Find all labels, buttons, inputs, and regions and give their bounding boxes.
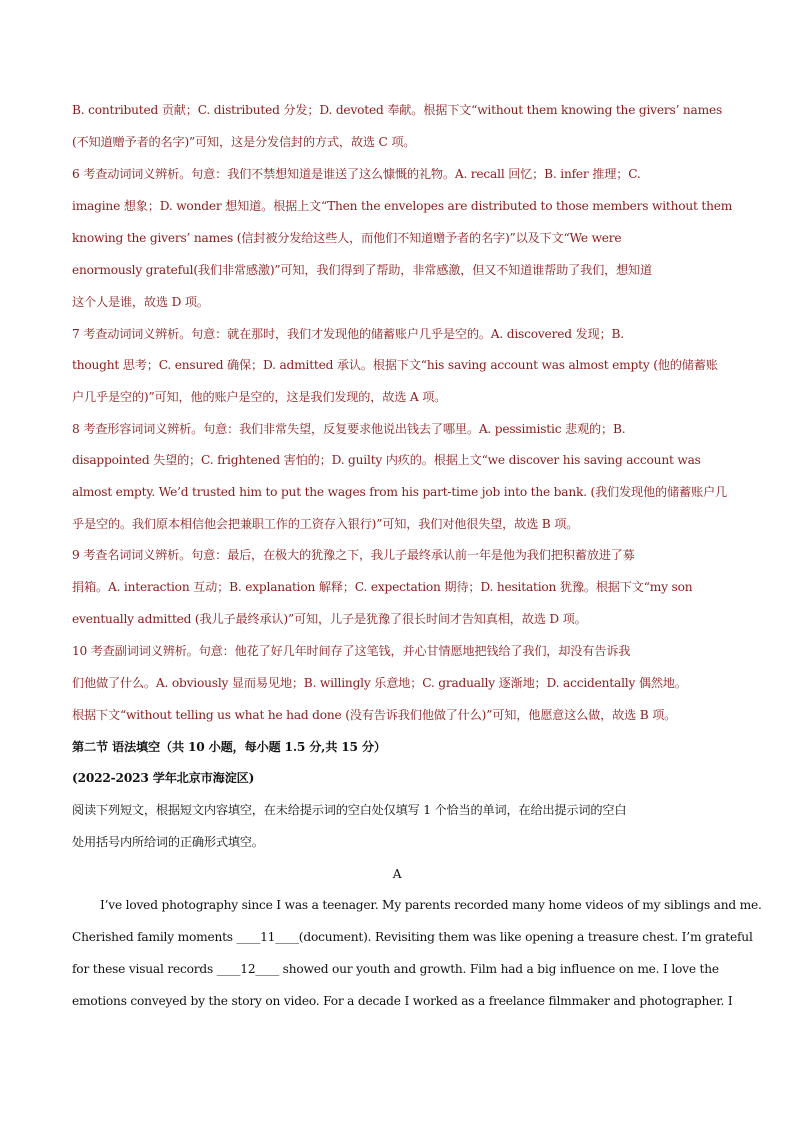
explanation-line: disappointed 失望的；C. frightened 害怕的；D. guilty 内疚的。根据上文“we discover his saving account was: [72, 453, 701, 467]
explanation-line: imagine 想象；D. wonder 想知道。根据上文“Then the envelopes are distributed to those members without them: [72, 199, 733, 213]
explanation-line: 们他做了什么。A. obviously 显而易见地；B. willingly 乐意地；C. gradually 逐渐地；D. accidentally 偶然地。: [72, 676, 687, 690]
explanation-line: 10 考查副词词义辨析。句意：他花了好几年时间存了这笔钱，并心甘情愿地把钱给了我们，却没有告诉我: [72, 644, 631, 658]
explanation-line: (不知道赠予者的名字)”可知，这是分发信封的方式，故选 C 项。: [72, 135, 416, 149]
explanation-line: eventually admitted (我儿子最终承认)”可知，儿子是犹豫了很长时间才告知真相，故选 D 项。: [72, 612, 587, 626]
explanation-line: 乎是空的。我们原本相信他会把兼职工作的工资存入银行)”可知，我们对他很失望，故选 B 项。: [72, 517, 579, 531]
passage-line: Cherished family moments ____11____(document). Revisiting them was like opening a treasure chest. I’m grateful: [72, 930, 753, 944]
explanation-line: 9 考查名词词义辨析。句意：最后，在极大的犹豫之下，我儿子最终承认前一年是他为我们把积蓄放进了募: [72, 548, 635, 562]
explanation-line: 捐箱。A. interaction 互动；B. explanation 解释；C. expectation 期待；D. hesitation 犹豫。根据下文“my son: [72, 580, 693, 594]
instruction-line: 阅读下列短文，根据短文内容填空，在未给提示词的空白处仅填写 1 个恰当的单词，在给出提示词的空白: [72, 803, 627, 817]
explanation-line: B. contributed 贡献；C. distributed 分发；D. devoted 奉献。根据下文“without them knowing the givers’ names: [72, 103, 723, 117]
explanation-line: enormously grateful(我们非常感激)”可知，我们得到了帮助，非常感激，但又不知道谁帮助了我们，想知道: [72, 263, 653, 277]
passage-line: I’ve loved photography since I was a teenager. My parents recorded many home videos of my siblings and me.: [100, 898, 762, 912]
section-source: (2022-2023 学年北京市海淀区): [72, 771, 255, 785]
section-heading: 第二节 语法填空（共 10 小题，每小题 1.5 分,共 15 分）: [72, 740, 386, 754]
passage-label: A: [392, 867, 402, 881]
explanation-line: thought 思考；C. ensured 确保；D. admitted 承认。根据下文“his saving account was almost empty (他的储蓄账: [72, 358, 718, 372]
explanation-line: 户几乎是空的)”可知，他的账户是空的，这是我们发现的，故选 A 项。: [72, 390, 447, 404]
instruction-line: 处用括号内所给词的正确形式填空。: [72, 835, 264, 849]
explanation-line: 7 考查动词词义辨析。句意：就在那时，我们才发现他的储蓄账户几乎是空的。A. discovered 发现；B.: [72, 327, 624, 341]
explanation-line: 这个人是谁，故选 D 项。: [72, 295, 209, 309]
explanation-line: 根据下文“without telling us what he had done (没有告诉我们他做了什么)”可知，他愿意这么做，故选 B 项。: [72, 708, 677, 722]
explanation-line: almost empty. We’d trusted him to put the wages from his part-time job into the bank. (我们发现他的储蓄账户几: [72, 485, 727, 499]
explanation-line: 6 考查动词词义辨析。句意：我们不禁想知道是谁送了这么慷慨的礼物。A. recall 回忆；B. infer 推理；C.: [72, 167, 641, 181]
passage-line: emotions conveyed by the story on video. For a decade I worked as a freelance filmmaker and photographer. I: [72, 994, 733, 1008]
explanation-line: knowing the givers’ names (信封被分发给这些人，而他们不知道赠予者的名字)”以及下文“We were: [72, 231, 622, 245]
passage-line: for these visual records ____12____ showed our youth and growth. Film had a big influence on me. I love the: [72, 962, 719, 976]
explanation-line: 8 考查形容词词义辨析。句意：我们非常失望，反复要求他说出钱去了哪里。A. pessimistic 悲观的；B.: [72, 422, 626, 436]
